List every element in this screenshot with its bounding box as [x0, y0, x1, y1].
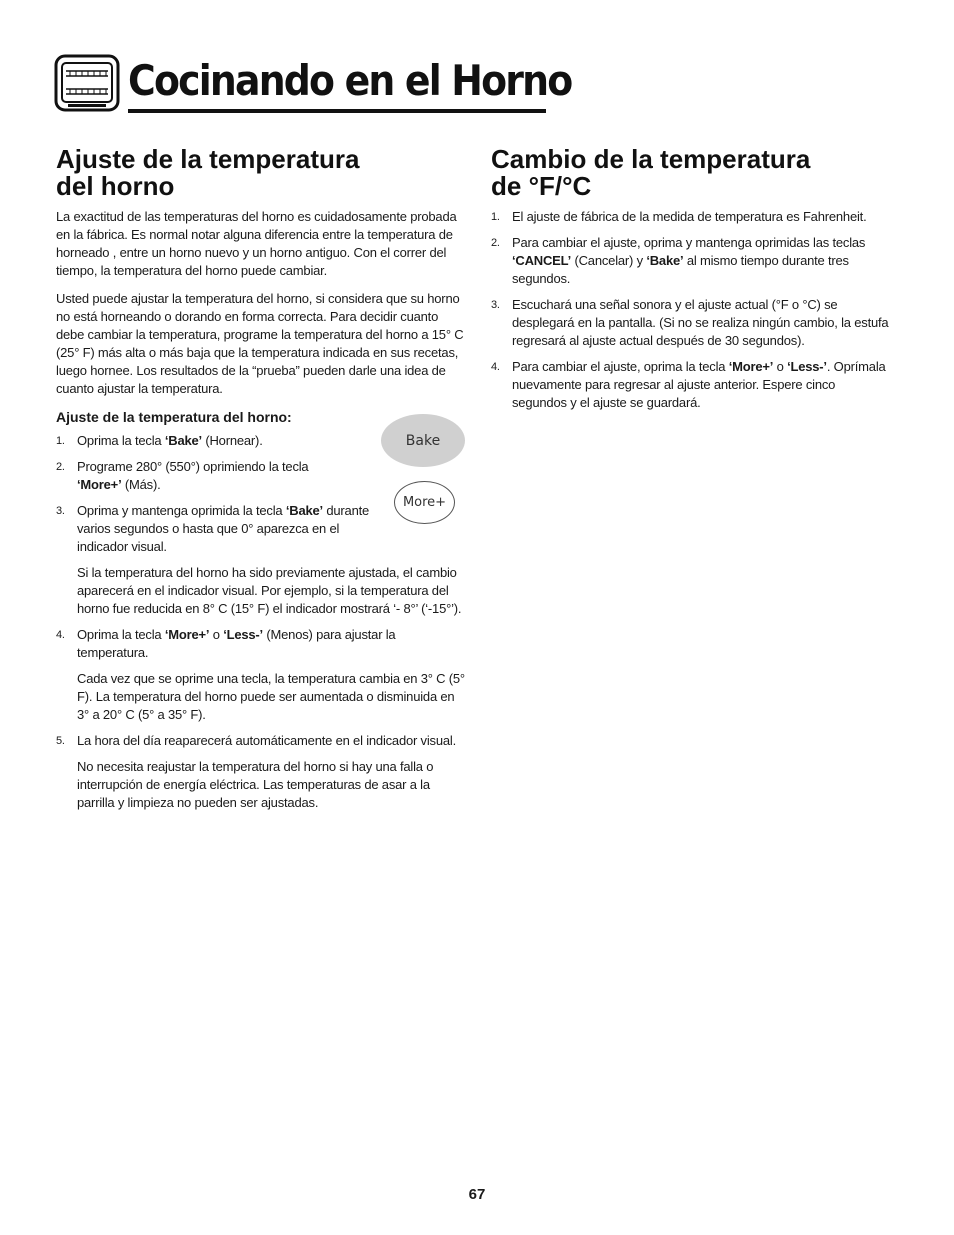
key-name: ‘More+’ [77, 477, 122, 492]
step-number: 1. [56, 435, 65, 447]
oven-icon [54, 54, 120, 112]
list-item [491, 296, 891, 350]
key-name: ‘More+’ [728, 359, 774, 374]
step-text: Programe 280° (550°) oprimiendo la tecla [77, 459, 309, 474]
list-item [56, 626, 466, 724]
step-text: . Oprímala nuevamente para regresar al ajuste anterior. Espere cinco segundos y el ajuste se guardará. [512, 359, 886, 410]
section-heading-oven-temp [56, 146, 466, 200]
page-number: 67 [468, 1186, 486, 1203]
list-item [56, 732, 466, 812]
steps-list [491, 208, 891, 412]
heading-line: de °F/°C [491, 171, 592, 201]
bake-key-button[interactable]: Bake [381, 414, 465, 467]
step-text: Para cambiar el ajuste, oprima y mantenga oprimidas las teclas [512, 235, 866, 250]
key-name: ‘CANCEL’ [512, 253, 572, 268]
subheading: Ajuste de la temperatura del horno: [56, 409, 292, 425]
step-number: 4. [491, 361, 500, 373]
list-item [56, 458, 382, 494]
step-text: La hora del día reaparecerá automáticamente en el indicador visual. [77, 733, 457, 748]
step-text: durante varios segundos o hasta que 0° aparezca en el indicador visual. [77, 503, 370, 554]
step-text: Oprima y mantenga oprimida la tecla [77, 503, 286, 518]
step-text: Para cambiar el ajuste, oprima la tecla [512, 359, 729, 374]
step-text: El ajuste de fábrica de la medida de temperatura es Fahrenheit. [512, 209, 867, 224]
step-number: 3. [56, 505, 65, 517]
more-key-button[interactable]: More+ [394, 481, 455, 524]
list-item [56, 502, 466, 618]
page-header [54, 52, 572, 116]
list-item [491, 358, 891, 412]
step-number: 2. [491, 237, 500, 249]
section-heading-temp-scale [491, 146, 891, 200]
step-text: (Más). [121, 477, 161, 492]
paragraph: La exactitud de las temperaturas del horno es cuidadosamente probada en la fábrica. Es normal notar alguna diferencia entre la temperatura de horneado , entre un horno nuevo y un horno antiguo. Con el correr del tiempo, la temperatura del horno puede cambiar. [56, 209, 457, 278]
step-text: Oprima la tecla [77, 627, 165, 642]
step-number: 1. [491, 211, 500, 223]
list-item [491, 208, 891, 226]
heading-line: Cambio de la temperatura [491, 144, 811, 174]
right-column [491, 146, 891, 420]
key-name: ‘Bake’ [646, 253, 684, 268]
step-note: Cada vez que se oprime una tecla, la temperatura cambia en 3° C (5° F). La temperatura del horno puede ser aumentada o disminuida en 3° a 20° C (5° a 35° F). [77, 671, 465, 722]
page-title: Cocinando en el Horno [128, 56, 572, 105]
step-text: (Hornear). [201, 433, 263, 448]
step-text: (Cancelar) y [571, 253, 647, 268]
key-name: ‘Bake’ [285, 503, 323, 518]
key-name: ‘Less-’ [223, 627, 263, 642]
step-text: o [209, 627, 224, 642]
left-column [56, 146, 466, 820]
key-name: ‘More+’ [164, 627, 210, 642]
step-text: al mismo tiempo durante tres segundos. [512, 253, 849, 286]
title-underline [128, 109, 546, 113]
step-number: 5. [56, 735, 65, 747]
step-note: Si la temperatura del horno ha sido previamente ajustada, el cambio aparecerá en el indicador visual. Por ejemplo, si la temperatura del horno fue reducida en 8° C (15° F) el indicador mostrará ‘- 8°’ (‘-15°’). [77, 565, 462, 616]
step-note: No necesita reajustar la temperatura del horno si hay una falla o interrupción de energía eléctrica. Las temperaturas de asar a la parrilla y limpieza no pueden ser ajustadas. [77, 759, 434, 810]
step-number: 4. [56, 629, 65, 641]
heading-line: Ajuste de la temperatura [56, 144, 360, 174]
key-name: ‘Bake’ [164, 433, 202, 448]
step-text: (Menos) para ajustar la temperatura. [77, 627, 396, 660]
step-text: Escuchará una señal sonora y el ajuste actual (°F o °C) se desplegará en la pantalla. (Si no se realiza ningún cambio, la estufa regresará al ajuste actual después de 30 segundos). [512, 297, 889, 348]
key-name: ‘Less-’ [787, 359, 827, 374]
list-item [491, 234, 891, 288]
step-text: Oprima la tecla [77, 433, 165, 448]
paragraph: Usted puede ajustar la temperatura del horno, si considera que su horno no está horneando o dorando en forma correcta. Para decidir cuanto debe cambiar la temperatura, programe la temperatura del horno a 15° C (25° F) más alta o más baja que la temperatura indicada en sus recetas, luego hornee. Los resultados de la “prueba” pueden darle una idea de cuanto ajustar la temperatura. [56, 291, 464, 396]
step-number: 3. [491, 299, 500, 311]
step-number: 2. [56, 461, 65, 473]
heading-line: del horno [56, 171, 175, 201]
step-text: o [773, 359, 788, 374]
